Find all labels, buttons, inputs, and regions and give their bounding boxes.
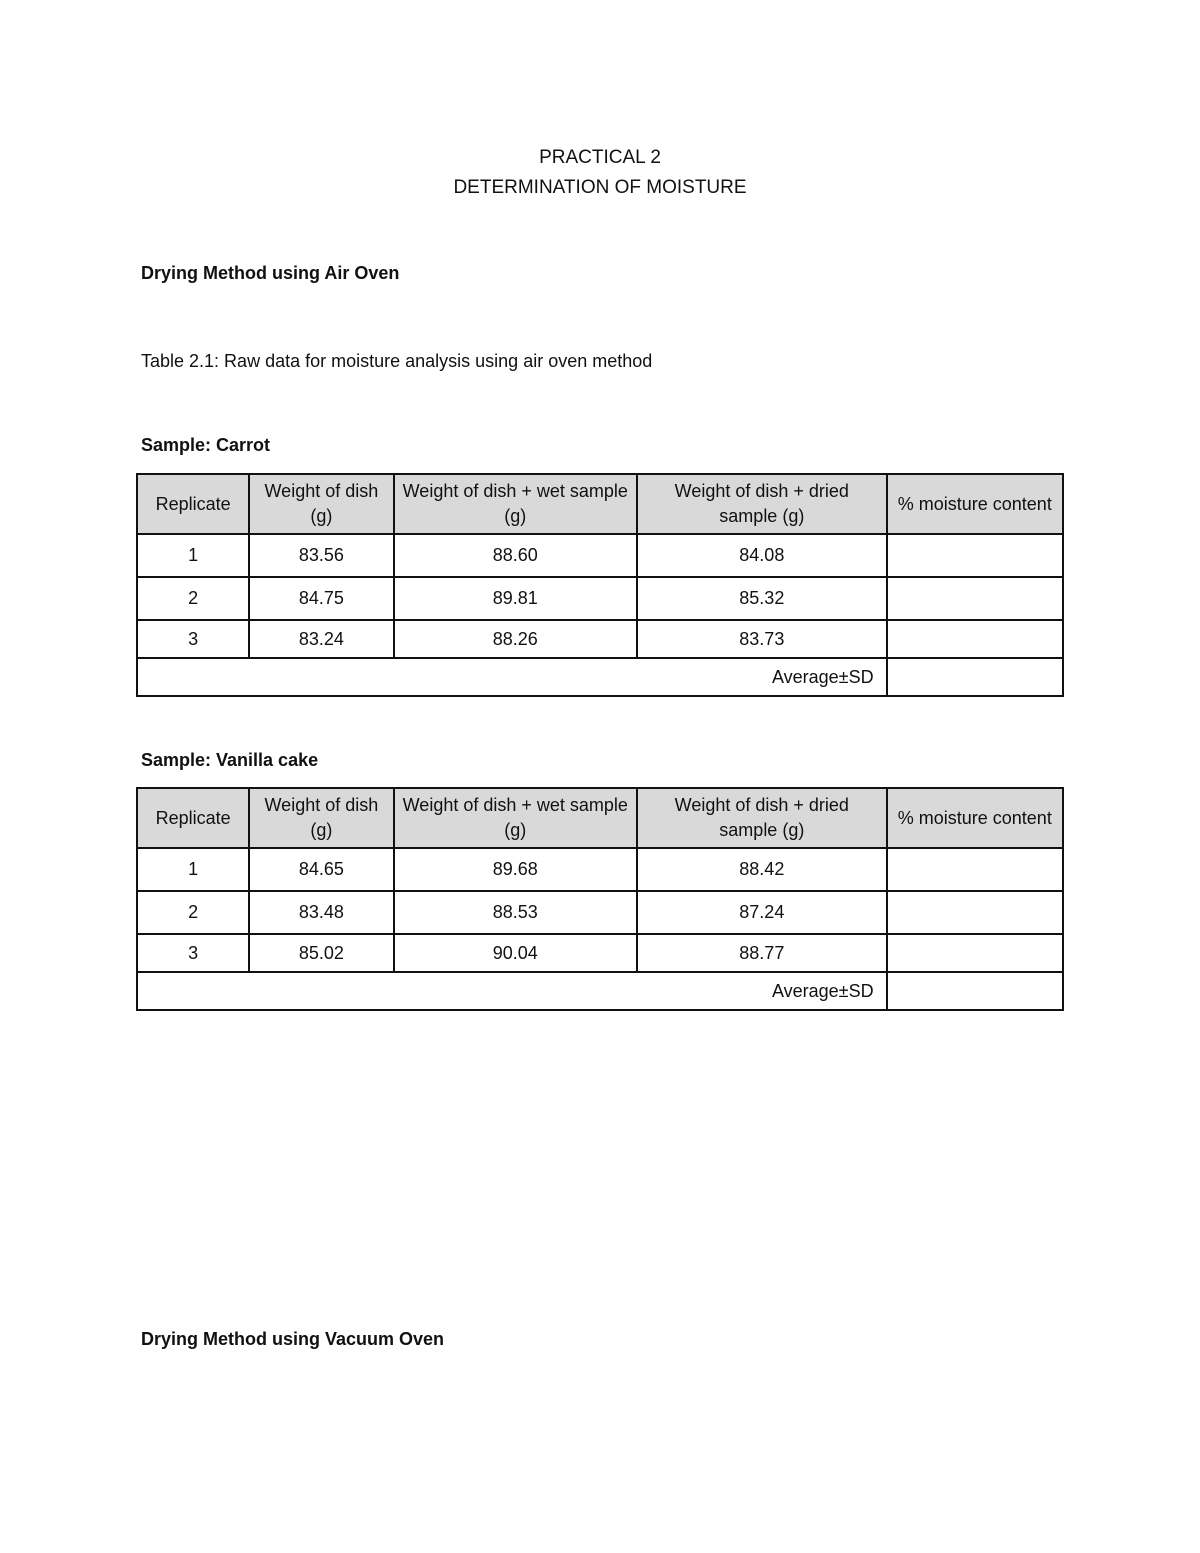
carrot-table [136,473,1064,697]
header-weight-dish: Weight of dish (g) [249,788,393,848]
cell-dish: 83.48 [249,891,393,934]
cell-moisture [887,891,1063,934]
cell-moisture [887,534,1063,577]
average-label: Average±SD [137,972,887,1010]
table-row [137,891,1063,934]
cell-moisture [887,620,1063,658]
cell-replicate: 3 [137,934,249,972]
section-heading-air-oven: Drying Method using Air Oven [141,263,400,283]
cell-dried: 88.77 [637,934,887,972]
header-weight-wet: Weight of dish + wet sample (g) [394,474,638,534]
cell-dried: 85.32 [637,577,887,620]
header-replicate: Replicate [137,474,249,534]
header-weight-wet: Weight of dish + wet sample (g) [394,788,638,848]
header-weight-dried: Weight of dish + dried sample (g) [637,474,887,534]
average-value [887,972,1063,1010]
average-row [137,658,1063,696]
cell-moisture [887,934,1063,972]
average-label: Average±SD [137,658,887,696]
average-row [137,972,1063,1010]
cell-replicate: 2 [137,891,249,934]
cell-wet: 88.53 [394,891,638,934]
cell-wet: 89.68 [394,848,638,891]
cell-replicate: 1 [137,848,249,891]
header-weight-dried: Weight of dish + dried sample (g) [637,788,887,848]
cell-dish: 84.75 [249,577,393,620]
header-weight-dish: Weight of dish (g) [249,474,393,534]
table-header-row [137,474,1063,534]
cell-moisture [887,577,1063,620]
document-title [0,143,1200,203]
cell-dried: 88.42 [637,848,887,891]
title-practical: PRACTICAL 2 [539,147,661,168]
cell-wet: 88.60 [394,534,638,577]
header-moisture: % moisture content [887,788,1063,848]
sample-label-carrot: Sample: Carrot [141,435,271,455]
vanilla-cake-table [136,787,1064,1011]
table-row [137,934,1063,972]
table-header-row [137,788,1063,848]
table-row [137,577,1063,620]
cell-wet: 88.26 [394,620,638,658]
cell-dish: 85.02 [249,934,393,972]
cell-moisture [887,848,1063,891]
cell-wet: 90.04 [394,934,638,972]
cell-dish: 83.56 [249,534,393,577]
cell-wet: 89.81 [394,577,638,620]
cell-replicate: 3 [137,620,249,658]
section-heading-vacuum-oven: Drying Method using Vacuum Oven [141,1329,445,1349]
cell-dried: 84.08 [637,534,887,577]
cell-dried: 87.24 [637,891,887,934]
cell-dish: 84.65 [249,848,393,891]
sample-label-vanilla-cake: Sample: Vanilla cake [141,750,319,770]
table-row [137,848,1063,891]
table-caption: Table 2.1: Raw data for moisture analysis using air oven method [141,351,653,371]
table-row [137,534,1063,577]
header-moisture: % moisture content [887,474,1063,534]
table-row [137,620,1063,658]
title-determination: DETERMINATION OF MOISTURE [453,177,747,198]
header-replicate: Replicate [137,788,249,848]
average-value [887,658,1063,696]
cell-replicate: 1 [137,534,249,577]
cell-replicate: 2 [137,577,249,620]
cell-dish: 83.24 [249,620,393,658]
cell-dried: 83.73 [637,620,887,658]
